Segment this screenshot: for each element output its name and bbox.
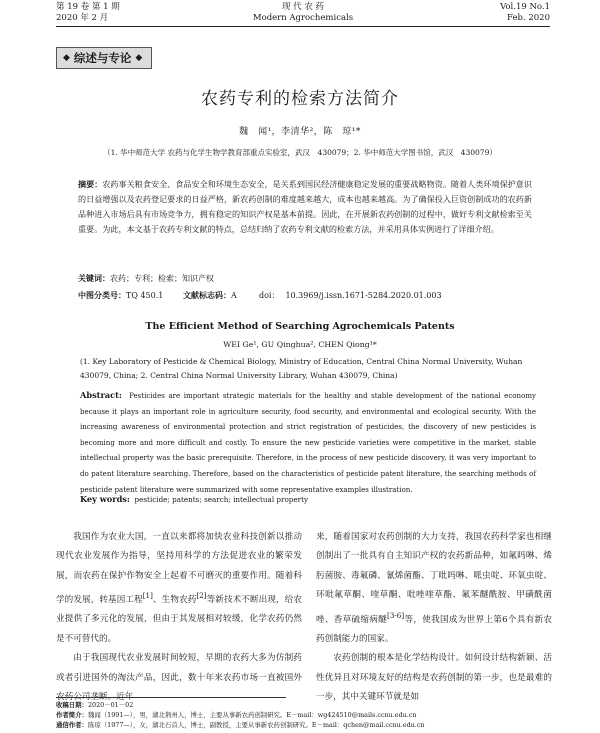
authors-en: WEI Ge¹, GU Qinghua², CHEN Qiong¹* [223, 340, 377, 349]
footnote-label: 通信作者： [56, 721, 88, 729]
citation-ref[interactable]: [2] [196, 591, 207, 601]
doi-label: doi： [258, 291, 280, 300]
body-paragraph [56, 528, 302, 649]
body-paragraph [56, 649, 302, 707]
keywords-en-text: pesticide; patents; search; intellectual property [134, 495, 309, 504]
diamond-icon: ◆ [135, 53, 143, 63]
issue-date-en: Feb. 2020 [507, 13, 550, 23]
body-text: 农药创制的根本是化学结构设计。如何设计结构新颖、活性优异且对环境友好的结构是农药创制的第一步，也是最难的一步，其中关键环节就是如 [316, 653, 552, 703]
citation-ref[interactable]: [1] [142, 591, 153, 601]
abstract-en-label: Abstract: [80, 390, 122, 400]
body-text: 我国作为农业大国，一直以来都将加快农业科技创新以推动现代农业发展作为指导，坚持用科学的方法促进农业的繁荣发展，而农药在保护作物安全上起着不可磨灭的重要作用。随着科学的发展，转基因工程 [56, 532, 302, 606]
footnote-label: 作者简介： [56, 711, 88, 719]
header-rule [56, 26, 550, 27]
abstract-cn [78, 177, 532, 237]
volume-issue: 第 19 卷 第 1 期 [56, 2, 120, 12]
body-text: 由于我国现代农业发展时间较短，早期的农药大多为仿制药或者引进国外的淘汰产品，因此，数十年来农药市场一直被国外农药公司垄断。近年 [56, 653, 302, 703]
abstract-en [80, 388, 536, 497]
issue-date: 2020 年 2 月 [56, 13, 109, 23]
body-text: 、生物农药 [152, 595, 197, 606]
title-en: The Efficient Method of Searching Agrochemicals Patents [145, 321, 455, 332]
body-text: 等新技术不断出现，给农业提供了多元化的发展，但由于其发展相对较缓，化学农药仍然是不可替代的。 [56, 595, 302, 644]
authors-cn: 魏 闻¹，李清华²，陈 琼¹* [239, 127, 361, 137]
abstract-en-text: Pesticides are important strategic materials for the healthy and stable development of the national economy because it plays an important role in agriculture security, food security, and environmental and ecological security. With the increasing awareness of environmental protection and strict registration of pesticides, the discovery of new pesticides is becoming more and more difficult and costly. To ensure the new pesticide varieties were competitive in the market, stable intellectual property was the basic prerequisite. Therefore, in the process of new pesticide discovery, it was very important to do patent literature searching. Therefore, based on the characteristics of pesticide patent literature, the searching methods of pesticide patent literature were summarized with some representative examples illustration. [80, 391, 536, 494]
classification-cn [78, 290, 454, 301]
footnote-received [56, 700, 560, 710]
keywords-cn [78, 273, 214, 284]
body-paragraph [316, 649, 552, 707]
volume-issue-en: Vol.19 No.1 [500, 2, 550, 12]
abstract-cn-label: 摘要： [78, 179, 103, 189]
diamond-icon: ◆ [63, 53, 70, 63]
title-cn: 农药专利的检索方法简介 [201, 89, 399, 109]
footnote-author [56, 710, 560, 720]
keywords-en [80, 494, 308, 504]
section-tag-label: 综述与专论 [73, 51, 132, 65]
footnote-value: 魏闻（1991—），男，湖北荆州人，博士，主要从事新农药创制研究。E－mail：wg424510@mails.ccnu.edu.cn [87, 711, 417, 719]
section-tag [56, 47, 152, 69]
body-text: 等，使我国成为世界上第6个具有新农药创制能力的国家。 [316, 614, 552, 644]
affiliation-cn: （1. 华中师范大学 农药与化学生物学教育部重点实验室，武汉 430079；2. 华中师范大学图书馆，武汉 430079） [103, 148, 497, 157]
doc-code-label: 文献标志码： [182, 291, 231, 300]
keywords-cn-label: 关键词： [78, 274, 110, 283]
footnote-rule [56, 697, 286, 698]
footnotes [56, 700, 560, 730]
keywords-cn-text: 农药；专利；检索；知识产权 [110, 274, 214, 283]
abstract-cn-text: 农药事关粮食安全、食品安全和环境生态安全，是关系到国民经济健康稳定发展的重要战略物资。随着人类环境保护意识的日益增强以及农药登记要求的日益严格，新农药创制的难度越来越大，成本也越来越高。为了确保投入巨资创制成功的农药新品种进入市场后具有市场竞争力，拥有稳定的知识产权是基本前提。因此，在开展新农药创制的过程中，做好专利文献检索至关重要。为此，本文基于农药专利文献的特点，总结归纳了农药专利文献的检索方法，并采用具体实例进行了详细介绍。 [78, 179, 532, 234]
footnote-label: 收稿日期： [56, 701, 88, 709]
body-column-right [316, 528, 552, 708]
running-head [56, 2, 550, 24]
citation-ref[interactable]: [3-6] [387, 610, 405, 620]
clc-label: 中图分类号： [78, 291, 126, 300]
footnote-corresponding [56, 720, 560, 730]
doc-code-value: A [230, 291, 237, 300]
body-column-left [56, 528, 302, 708]
doi-value: 10.3969/j.issn.1671-5284.2020.01.003 [285, 291, 442, 300]
body-text: 来，随着国家对农药创制的大力支持，我国农药科学家也相继创制出了一批具有自主知识产权的农药新品种，如氟吗啉、烯肟菌胺、毒氟磷、氰烯菌酯、丁吡吗啉、哌虫啶、环氧虫啶、环吡氟草酮、喹草酮、吡唑喹草酯、氟苯醚酰胺、甲磺酰菌唑、香草硫缩病醚 [316, 532, 552, 625]
footnote-value: 2020－01－02 [87, 701, 134, 709]
journal-name-cn: 现 代 农 药 [281, 2, 325, 12]
keywords-en-label: Key words: [80, 494, 130, 504]
footnote-value: 陈琼（1977—），女，湖北石首人，博士，副教授，主要从事新农药创制研究。E－mail：qchen@mail.ccnu.edu.cn [87, 721, 425, 729]
body-paragraph [316, 528, 552, 649]
affiliation-en: (1. Key Laboratory of Pesticide & Chemical Biology, Ministry of Education, Central China Normal University, Wuhan 430079, China; 2. Central China Normal University Library, Wuhan 430079, China) [80, 357, 523, 380]
clc-value: TQ 450.1 [126, 291, 164, 300]
journal-name-en: Modern Agrochemicals [252, 13, 354, 23]
